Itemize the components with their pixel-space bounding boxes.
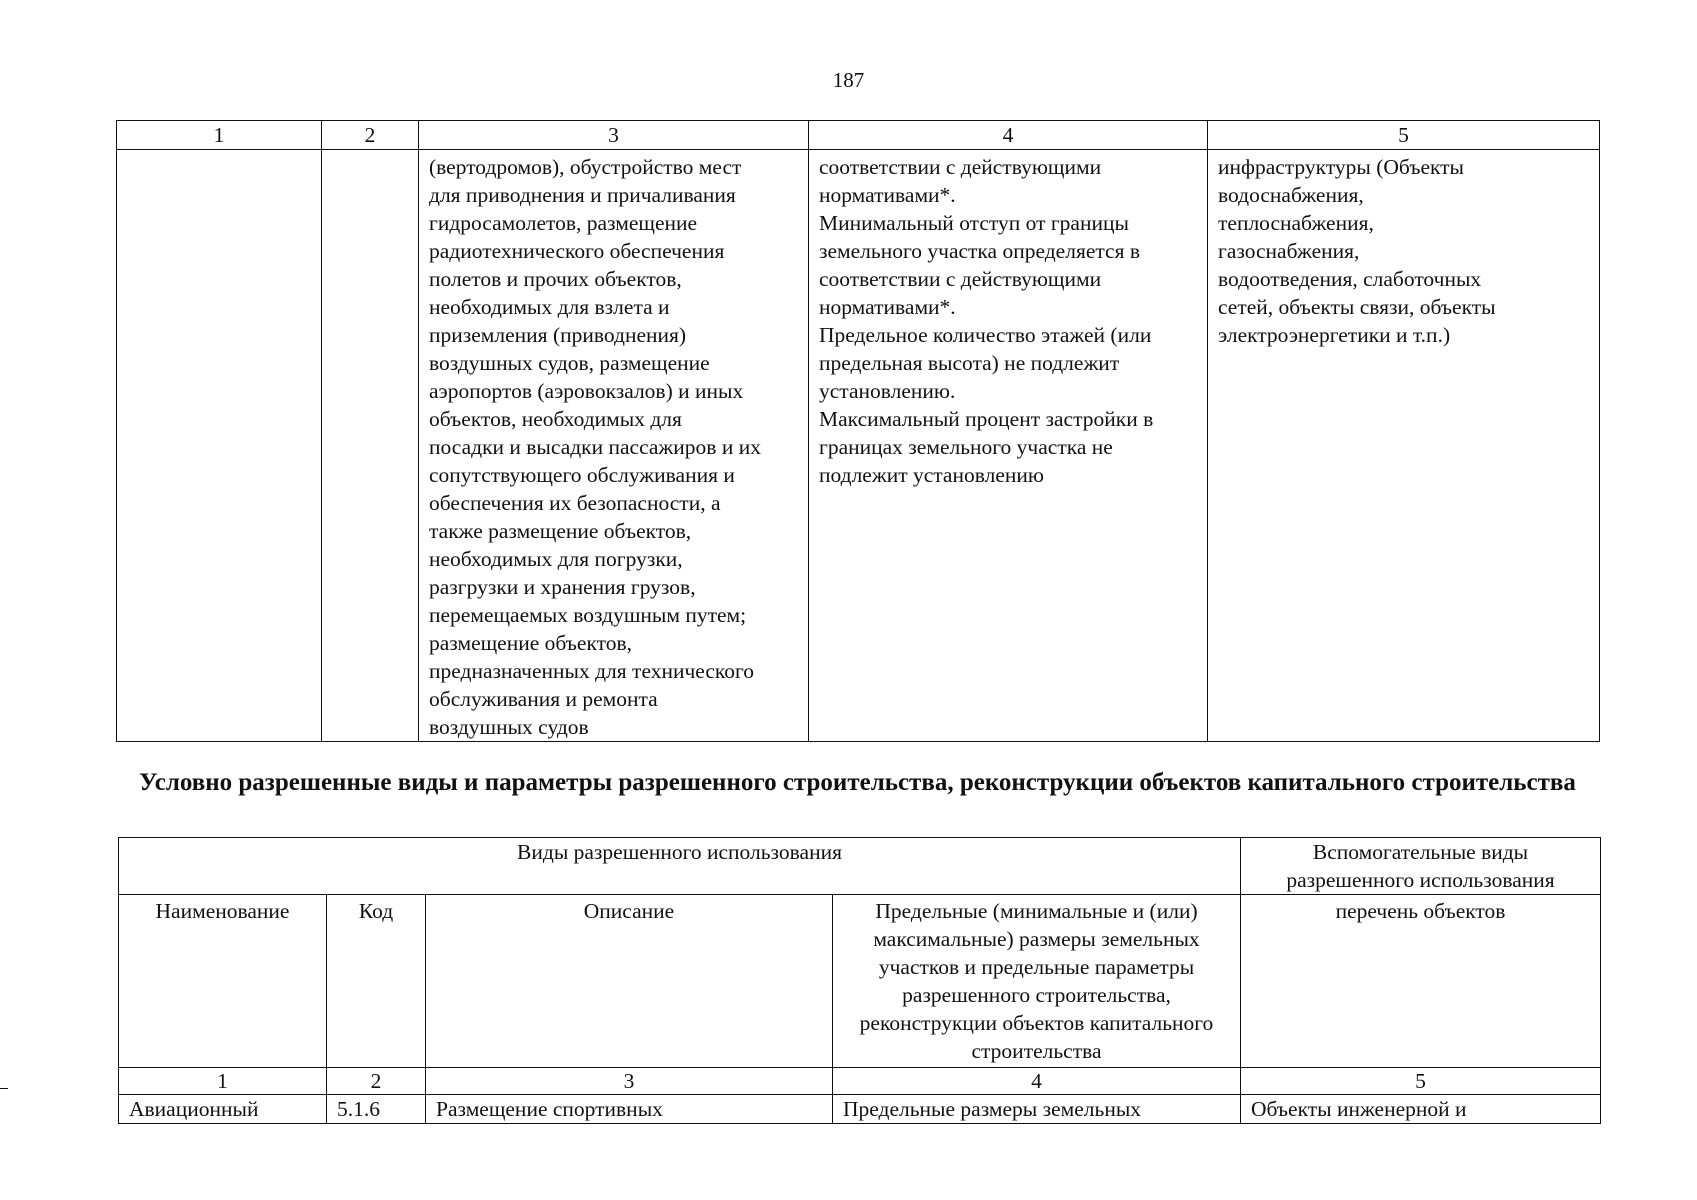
table-row (119, 1095, 1601, 1124)
auxiliary-cell (1208, 150, 1600, 742)
conditional-uses-table (118, 837, 1601, 1124)
description-cell (419, 150, 809, 742)
description-cell: Размещение спортивных (426, 1095, 833, 1124)
code-cell: 5.1.6 (327, 1095, 426, 1124)
column-number: 1 (117, 121, 322, 150)
margin-mark (0, 1088, 8, 1089)
parameters-text: соответствии с действующими нормативами*. Минимальный отступ от границы земельного участка определяется в соответствии с действующими нормативами*. Предельное количество этажей (или предельная высота) не подлежит установлению. Максимальный процент застройки в границах земельного участка не подлежит установлению (819, 155, 1154, 487)
column-number: 2 (322, 121, 419, 150)
column-header: Код (327, 895, 426, 1068)
column-number-row (119, 1068, 1601, 1095)
column-header-row (119, 895, 1601, 1068)
column-header: перечень объектов (1241, 895, 1601, 1068)
code-cell (322, 150, 419, 742)
column-number: 2 (327, 1068, 426, 1095)
page-number: 187 (832, 68, 865, 92)
description-text: (вертодромов), обустройство мест для приводнения и причаливания гидросамолетов, размещение радиотехнического обеспечения полетов и прочих объектов, необходимых для взлета и приземления (приводнения) воздушных судов, размещение аэропортов (аэровокзалов) и иных объектов, необходимых для посадки и высадки пассажиров и их сопутствующего обслуживания и обеспечения их безопасности, а также размещение объектов, необходимых для погрузки, разгрузки и хранения грузов, перемещаемых воздушным путем; размещение объектов, предназначенных для технического обслуживания и ремонта воздушных судов (429, 155, 761, 739)
column-header: Предельные (минимальные и (или) максимальные) размеры земельных участков и предельные параметры разрешенного строительства, реконструкции объектов капитального строительства (833, 895, 1241, 1068)
column-header: Наименование (119, 895, 327, 1068)
auxiliary-text: инфраструктуры (Объекты водоснабжения, теплоснабжения, газоснабжения, водоотведения, слаботочных сетей, объекты связи, объекты электроэнергетики и т.п.) (1218, 155, 1496, 347)
column-number: 1 (119, 1068, 327, 1095)
column-number-row (117, 121, 1600, 150)
parameters-cell: Предельные размеры земельных (833, 1095, 1241, 1124)
column-header: Описание (426, 895, 833, 1068)
name-cell (117, 150, 322, 742)
parameters-cell (809, 150, 1208, 742)
column-number: 4 (809, 121, 1208, 150)
column-number: 5 (1208, 121, 1600, 150)
section-title: Условно разрешенные виды и параметры разрешенного строительства, реконструкции объектов капитального строительства (139, 769, 1576, 796)
group-header: Виды разрешенного использования (119, 838, 1241, 895)
group-header-row (119, 838, 1601, 895)
name-cell: Авиационный (119, 1095, 327, 1124)
column-number: 3 (426, 1068, 833, 1095)
table-row (117, 150, 1600, 742)
column-number: 5 (1241, 1068, 1601, 1095)
column-number: 4 (833, 1068, 1241, 1095)
auxiliary-cell: Объекты инженерной и (1241, 1095, 1601, 1124)
aux-header: Вспомогательные виды разрешенного использования (1241, 838, 1601, 895)
continued-table (116, 120, 1600, 742)
column-number: 3 (419, 121, 809, 150)
